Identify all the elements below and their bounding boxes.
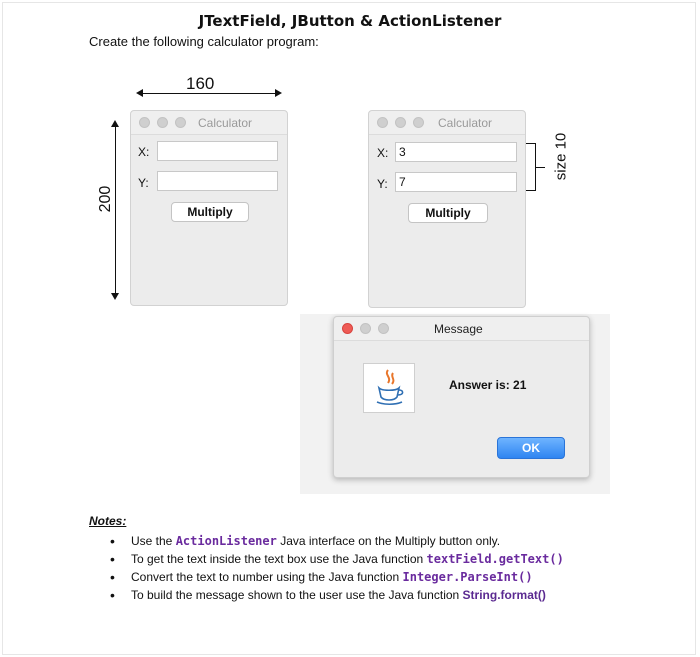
y-label: Y: (138, 176, 149, 190)
list-item: • To get the text inside the text box use the Java function textField.getText() (110, 550, 564, 568)
page-title: JTextField, JButton & ActionListener (198, 12, 502, 30)
list-item: • Use the ActionListener Java interface on the Multiply button only. (110, 532, 564, 550)
answer-text: Answer is: 21 (449, 378, 527, 392)
close-icon[interactable] (139, 117, 150, 128)
width-dimension-label: 160 (186, 74, 215, 93)
message-dialog (333, 316, 590, 478)
size-label: size 10 (552, 132, 570, 181)
x-label: X: (138, 145, 150, 159)
y-text-field[interactable]: 7 (395, 172, 517, 192)
x-text-field[interactable] (157, 141, 278, 161)
notes-heading: Notes: (89, 514, 127, 528)
window-title: Calculator (438, 116, 493, 130)
x-text-field[interactable]: 3 (395, 142, 517, 162)
y-text-field[interactable] (157, 171, 278, 191)
size-bracket (526, 143, 536, 191)
list-item: • Convert the text to number using the Java function Integer.ParseInt() (110, 568, 564, 586)
ok-button[interactable]: OK (497, 437, 565, 459)
java-coffee-icon (363, 363, 415, 413)
notes-list (110, 532, 564, 604)
maximize-icon[interactable] (413, 117, 424, 128)
height-dimension-label: 200 (97, 185, 114, 213)
x-label: X: (377, 146, 389, 160)
y-label: Y: (377, 177, 388, 191)
page-subtitle: Create the following calculator program: (89, 34, 319, 49)
maximize-icon[interactable] (378, 323, 389, 334)
window-titlebar (369, 111, 525, 135)
multiply-button[interactable]: Multiply (408, 203, 488, 223)
close-icon[interactable] (377, 117, 388, 128)
dialog-title: Message (434, 322, 483, 336)
height-dimension-arrow (115, 122, 116, 298)
close-icon[interactable] (342, 323, 353, 334)
size-bracket-tick (536, 167, 545, 168)
minimize-icon[interactable] (157, 117, 168, 128)
calculator-window-empty (130, 110, 288, 306)
list-item: • To build the message shown to the user use the Java function String.format() (110, 586, 564, 604)
minimize-icon[interactable] (360, 323, 371, 334)
window-titlebar (131, 111, 287, 135)
window-title: Calculator (198, 116, 253, 130)
minimize-icon[interactable] (395, 117, 406, 128)
calculator-window-filled (368, 110, 526, 308)
dialog-titlebar (334, 317, 589, 341)
maximize-icon[interactable] (175, 117, 186, 128)
multiply-button[interactable]: Multiply (171, 202, 249, 222)
